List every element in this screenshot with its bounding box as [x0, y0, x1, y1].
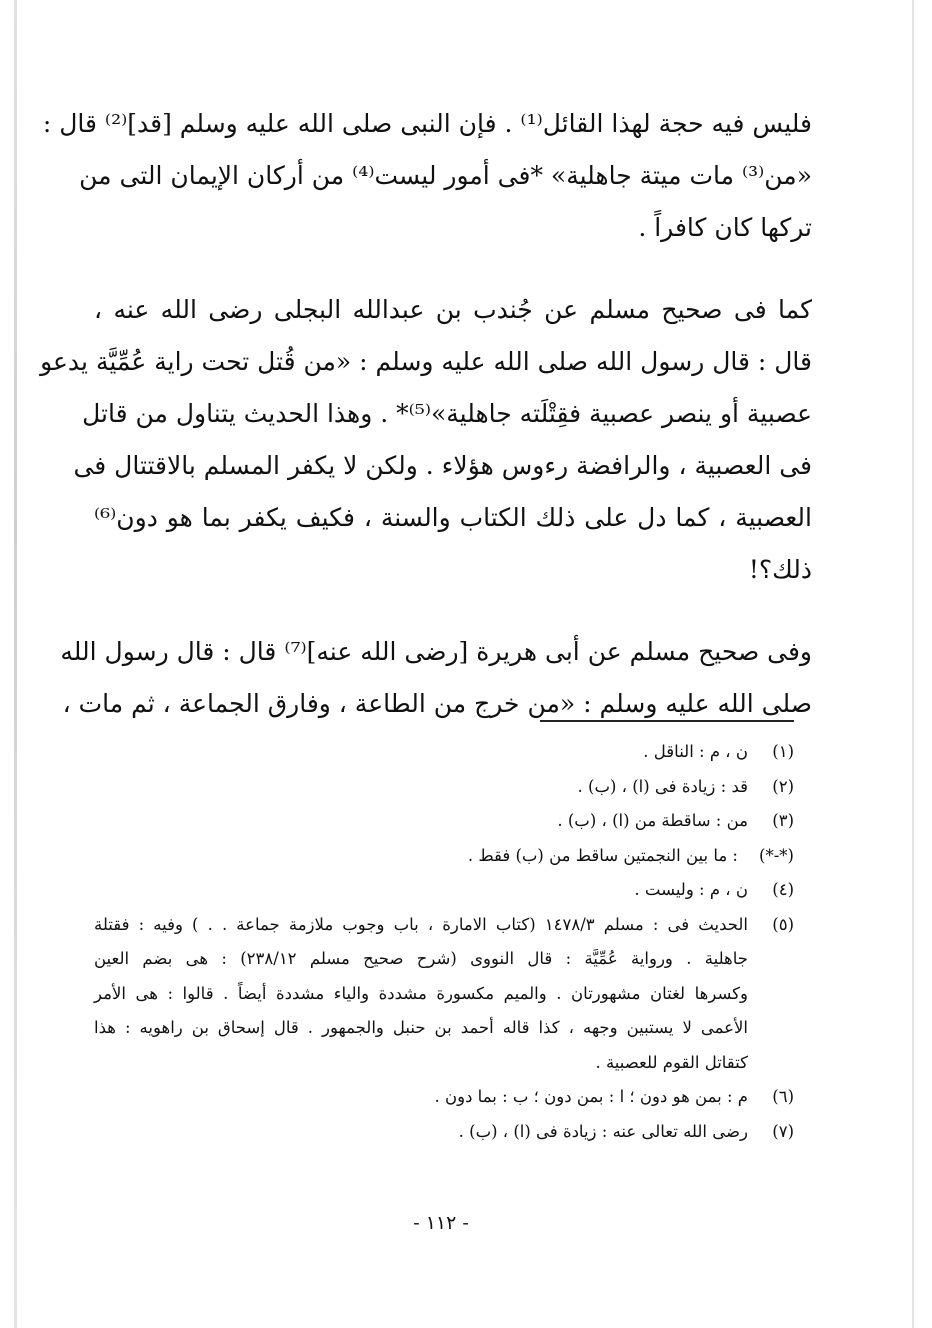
- footnote-text: رضى الله تعالى عنه : زيادة فى (ا) ، (ب) .: [458, 1121, 748, 1141]
- footnote: [94, 908, 794, 1081]
- footnote-star-marker: (*-*): [759, 845, 794, 865]
- footnote-text: [94, 908, 748, 1081]
- text-line: كما فى صحيح مسلم عن جُندب بن عبدالله البجلى رضى الله عنه ،: [94, 295, 812, 324]
- footnote: [94, 1115, 794, 1150]
- paragraph: [42, 98, 812, 254]
- scan-edge-left: [14, 0, 17, 1328]
- footnote-number: (٣): [772, 811, 794, 830]
- footnote-text: م : بمن هو دون ؛ ا : بمن دون ؛ ب : بما دون .: [434, 1087, 748, 1106]
- footnote: [94, 804, 794, 839]
- text-line: ذلك؟!: [748, 555, 812, 584]
- text-line: العصبية ، كما دل على ذلك الكتاب والسنة ، فكيف يكفر بما هو دون⁽⁶⁾: [94, 503, 812, 532]
- footnote-text: ن ، م : وليست .: [634, 880, 748, 899]
- paragraph: [60, 626, 812, 730]
- footnote-line: وكسرها لغتان مشهورتان . والميم مكسورة مشددة والياء مشددة أيضاً . قالوا : هى الأمر: [94, 983, 748, 1003]
- paragraph: [40, 284, 812, 596]
- footnote-number: (٧): [772, 1121, 794, 1141]
- text-line: تركها كان كافراً .: [638, 213, 812, 242]
- footnotes: [94, 735, 794, 1149]
- page-number: - ١١٢ -: [413, 1212, 469, 1234]
- footnote-text: من : ساقطة من (ا) ، (ب) .: [557, 811, 748, 830]
- footnote-separator: [540, 720, 794, 722]
- main-text: [40, 98, 812, 730]
- footnote: [94, 839, 794, 874]
- footnote-line: كتقاتل القوم للعصبية .: [595, 1052, 748, 1072]
- footnote-number: (٤): [772, 880, 794, 899]
- footnote: [94, 735, 794, 770]
- footnote-line: الحديث فى : مسلم ١٤٧٨/٣ (كتاب الامارة ، باب وجوب ملازمة جماعة . . ) وفيه : فقتلة: [94, 914, 748, 934]
- footnote-number: (٢): [772, 776, 794, 796]
- footnote-text: : ما بين النجمتين ساقط من (ب) فقط .: [467, 845, 738, 865]
- text-line: «من⁽³⁾ مات ميتة جاهلية» *فى أمور ليست⁽⁴⁾ من أركان الإيمان التى من: [79, 161, 812, 190]
- footnote-text: قد : زيادة فى (ا) ، (ب) .: [577, 776, 748, 796]
- footnote-line: جاهلية . ورواية عُمِّيَّة : قال النووى (شرح صحيح مسلم ٢٣٨/١٢) : هى بضم العين: [94, 949, 748, 968]
- footnote: [94, 1080, 794, 1115]
- footnote-number: (٥): [772, 914, 794, 934]
- footnote-text: ن ، م : الناقل .: [643, 742, 748, 761]
- footnote: [94, 873, 794, 908]
- footnote-number: (٦): [772, 1087, 794, 1106]
- scan-edge-right: [912, 0, 914, 1328]
- text-line: فليس فيه حجة لهذا القائل⁽¹⁾ . فإن النبى صلى الله عليه وسلم [قد]⁽²⁾ قال :: [42, 109, 812, 138]
- text-line: عصبية أو ينصر عصبية فقِتْلَته جاهلية»⁽⁵⁾* . وهذا الحديث يتناول من قاتل: [82, 399, 812, 428]
- footnote-line: الأعمى لا يستبين وجهه ، كذا قاله أحمد بن حنبل والجمهور . قال إسحاق بن راهويه : هذا: [94, 1018, 748, 1037]
- footnote: [94, 770, 794, 805]
- text-line: فى العصبية ، والرافضة رءوس هؤلاء . ولكن لا يكفر المسلم بالاقتتال فى: [73, 451, 812, 480]
- footnote-number: (١): [772, 742, 794, 761]
- text-line: قال : قال رسول الله صلى الله عليه وسلم : «من قُتل تحت راية عُمِّيَّة يدعو: [40, 347, 812, 376]
- text-line: صلى الله عليه وسلم : «من خرج من الطاعة ، وفارق الجماعة ، ثم مات ،: [62, 689, 812, 718]
- text-line: وفى صحيح مسلم عن أبى هريرة [رضى الله عنه]⁽⁷⁾ قال : قال رسول الله: [60, 637, 812, 666]
